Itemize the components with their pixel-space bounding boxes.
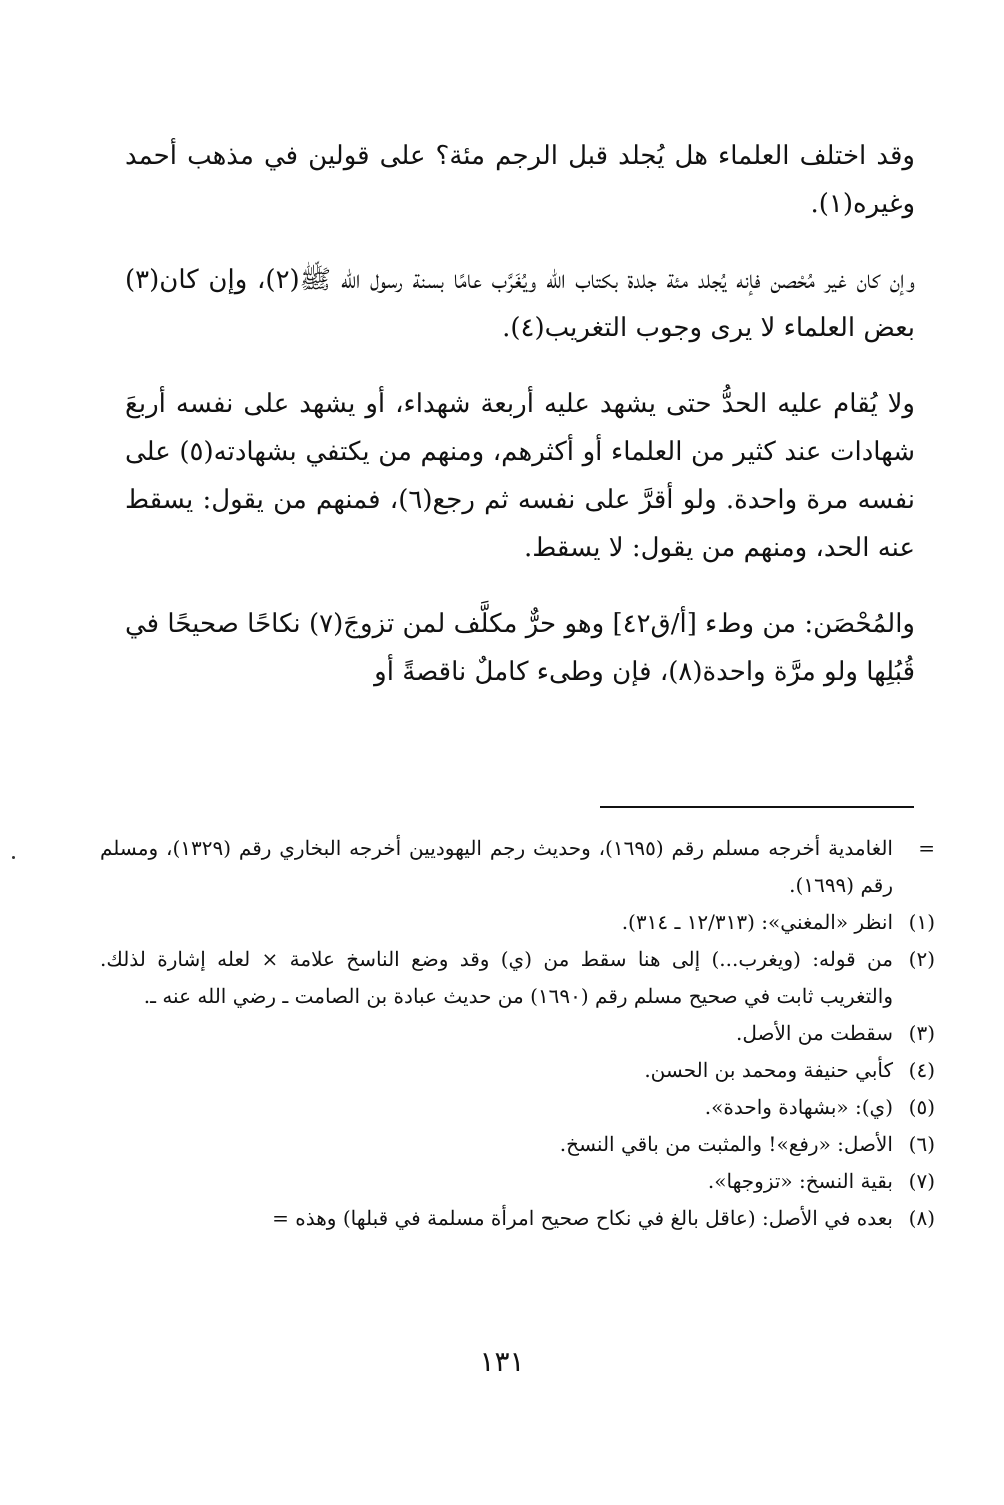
footnote-number: (٣) [908, 1021, 935, 1045]
paragraph-4: والمُحْصَن: من وطء [أ/ق٤٢] وهو حرٌّ مكلَّف لمن تزوجَ(٧) نكاحًا صحيحًا في قُبُلِها ولو مرَّة واحدة(٨)، فإن وطىء كاملٌ ناقصةً أو [125, 609, 915, 687]
footnote-text: كأبي حنيفة ومحمد بن الحسن. [644, 1058, 893, 1082]
footnote-number: (٦) [908, 1132, 935, 1156]
paragraph-2: وإن كان غير مُحْصن فإنه يُجلد مئة جلدة بكتاب الله ويُغَرَّب عامًا بسنة رسول الله ﷺ(٢)، وإن كان(٣) بعض العلماء لا يرى وجوب التغريب(٤). [125, 265, 915, 343]
footnote-text: الأصل: «رفع»! والمثبت من باقي النسخ. [559, 1132, 893, 1156]
paragraph-3: ولا يُقام عليه الحدُّ حتى يشهد عليه أربعة شهداء، أو يشهد على نفسه أربعَ شهادات عند كثير من العلماء أو أكثرهم، ومنهم من يكتفي بشهادته(٥) على نفسه مرة واحدة. ولو أقرَّ على نفسه ثم رجع(٦)، فمنهم من يقول: يسقط عنه الحد، ومنهم من يقول: لا يسقط. [125, 389, 915, 563]
footnote-text: (ي): «بشهادة واحدة». [704, 1095, 893, 1119]
footnote-continued [100, 830, 935, 904]
footnote-6 [100, 1126, 935, 1163]
footnote-marker: = [918, 836, 935, 860]
footnote-text: انظر «المغني»: (١٢/٣١٣ ـ ٣١٤). [621, 910, 893, 934]
footnote-2 [100, 941, 935, 1015]
paragraph-1: وقد اختلف العلماء هل يُجلد قبل الرجم مئة؟ على قولين في مذهب أحمد وغيره(١). [125, 141, 915, 219]
footnote-number: (٥) [908, 1095, 935, 1119]
footnote-text: سقطت من الأصل. [735, 1021, 893, 1045]
footnote-number: (٢) [908, 947, 935, 971]
footnote-divider [600, 806, 914, 808]
scan-speck [12, 856, 15, 859]
footnote-8 [100, 1200, 935, 1237]
main-text-body [125, 132, 915, 724]
footnote-number: (٨) [908, 1206, 935, 1230]
footnote-number: (٧) [908, 1169, 935, 1193]
footnote-text: بعده في الأصل: (عاقل بالغ في نكاح صحيح امرأة مسلمة في قبلها) وهذه = [272, 1206, 893, 1230]
footnote-3 [100, 1015, 935, 1052]
page-number: ١٣١ [479, 1345, 525, 1378]
footnote-4 [100, 1052, 935, 1089]
footnotes-section [100, 830, 935, 1237]
footnote-5 [100, 1089, 935, 1126]
footnote-number: (٤) [908, 1058, 935, 1082]
footnote-text: بقية النسخ: «تزوجها». [707, 1169, 893, 1193]
footnote-text: الغامدية أخرجه مسلم رقم (١٦٩٥)، وحديث رجم اليهوديين أخرجه البخاري رقم (١٣٢٩)، ومسلم رقم (١٦٩٩). [100, 836, 893, 897]
footnote-text: من قوله: (ويغرب...) إلى هنا سقط من (ي) وقد وضع الناسخ علامة × لعله إشارة لذلك. والتغريب ثابت في صحيح مسلم رقم (١٦٩٠) من حديث عبادة بن الصامت ـ رضي الله عنه ـ. [100, 947, 893, 1008]
footnote-1 [100, 904, 935, 941]
footnote-number: (١) [908, 910, 935, 934]
footnote-7 [100, 1163, 935, 1200]
